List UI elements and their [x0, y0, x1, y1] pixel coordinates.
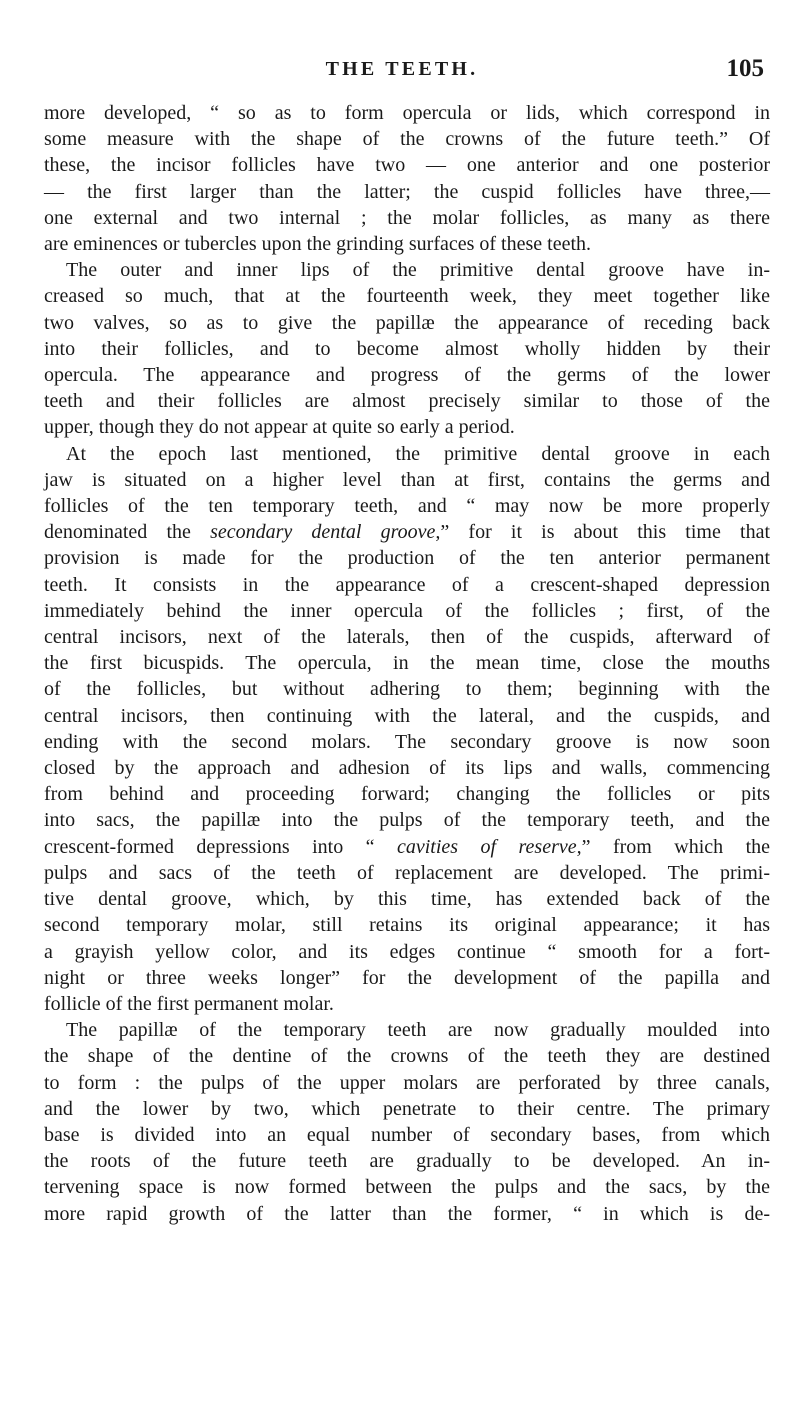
- running-head: [40, 55, 764, 94]
- italic-phrase: secondary dental groove,: [210, 521, 441, 544]
- text-line: — the first larger than the latter; the cuspid follicles have three,—: [44, 180, 770, 203]
- text-line: into their follicles, and to become almost wholly hidden by their: [44, 337, 770, 360]
- text-line: night or three weeks longer” for the development of the papilla and: [44, 966, 770, 989]
- text-line: to form : the pulps of the upper molars are perforated by three canals,: [44, 1071, 770, 1094]
- text-line: tive dental groove, which, by this time, has extended back of the: [44, 888, 770, 911]
- text-line: some measure with the shape of the crowns of the future teeth.” Of: [44, 128, 770, 151]
- text-line: At the epoch last mentioned, the primitive dental groove in each: [66, 442, 770, 465]
- text-line: creased so much, that at the fourteenth week, they meet together like: [44, 285, 770, 308]
- text-line: and the lower by two, which penetrate to their centre. The primary: [44, 1097, 770, 1120]
- text-line: immediately behind the inner opercula of the follicles ; first, of the: [44, 599, 770, 622]
- text-line: central incisors, next of the laterals, then of the cuspids, afterward of: [44, 626, 770, 649]
- text-line: base is divided into an equal number of secondary bases, from which: [44, 1123, 770, 1146]
- text-line: denominated the secondary dental groove,” for it is about this time that: [44, 521, 771, 544]
- text-line: teeth. It consists in the appearance of a crescent-shaped depression: [44, 573, 770, 596]
- text-line: jaw is situated on a higher level than at first, contains the germs and: [44, 468, 770, 491]
- text-line: crescent-formed depressions into “ cavities of reserve,” from which the: [44, 835, 770, 858]
- text-line: The papillæ of the temporary teeth are now gradually moulded into: [66, 1019, 770, 1042]
- text-line: these, the incisor follicles have two — one anterior and one posterior: [44, 154, 770, 177]
- text-line: the shape of the dentine of the crowns of the teeth they are destined: [44, 1045, 770, 1068]
- page-number: 105: [726, 55, 764, 82]
- text-line: central incisors, then continuing with the lateral, and the cuspids, and: [44, 704, 770, 727]
- running-title: THE TEETH.: [325, 58, 479, 80]
- text-line: the first bicuspids. The opercula, in the mean time, close the mouths: [44, 652, 770, 675]
- text-line: from behind and proceeding forward; changing the follicles or pits: [44, 783, 770, 806]
- text-line: upper, though they do not appear at quite so early a period.: [44, 416, 515, 439]
- text-line: a grayish yellow color, and its edges continue “ smooth for a fort-: [44, 940, 770, 963]
- text-line: tervening space is now formed between the pulps and the sacs, by the: [44, 1176, 770, 1199]
- text-line: one external and two internal ; the molar follicles, as many as there: [44, 206, 770, 229]
- text-line: ending with the second molars. The secondary groove is now soon: [44, 730, 770, 753]
- text-line: the roots of the future teeth are gradually to be developed. An in-: [44, 1150, 770, 1173]
- text-line: second temporary molar, still retains its original appearance; it has: [44, 914, 770, 937]
- italic-phrase: cavities of reserve,: [396, 835, 582, 858]
- text-line: more rapid growth of the latter than the former, “ in which is de-: [44, 1202, 770, 1225]
- text-line: more developed, “ so as to form opercula or lids, which correspond in: [44, 102, 770, 124]
- text-line: are eminences or tubercles upon the grinding surfaces of these teeth.: [44, 233, 592, 256]
- text-line: follicles of the ten temporary teeth, and “ may now be more properly: [44, 495, 770, 518]
- text-line: provision is made for the production of the ten anterior permanent: [44, 547, 770, 570]
- text-line: teeth and their follicles are almost precisely similar to those of the: [44, 390, 770, 413]
- text-line: closed by the approach and adhesion of its lips and walls, commencing: [44, 757, 770, 780]
- text-line: into sacs, the papillæ into the pulps of the temporary teeth, and the: [44, 809, 770, 832]
- text-line: pulps and sacs of the teeth of replacement are developed. The primi-: [44, 861, 770, 884]
- text-line: opercula. The appearance and progress of the germs of the lower: [44, 364, 770, 387]
- text-line: The outer and inner lips of the primitive dental groove have in-: [66, 259, 770, 282]
- text-line: follicle of the first permanent molar.: [44, 992, 334, 1015]
- body-text: [44, 100, 770, 1227]
- text-line: of the follicles, but without adhering to them; beginning with the: [44, 678, 770, 701]
- text-line: two valves, so as to give the papillæ the appearance of receding back: [44, 311, 770, 334]
